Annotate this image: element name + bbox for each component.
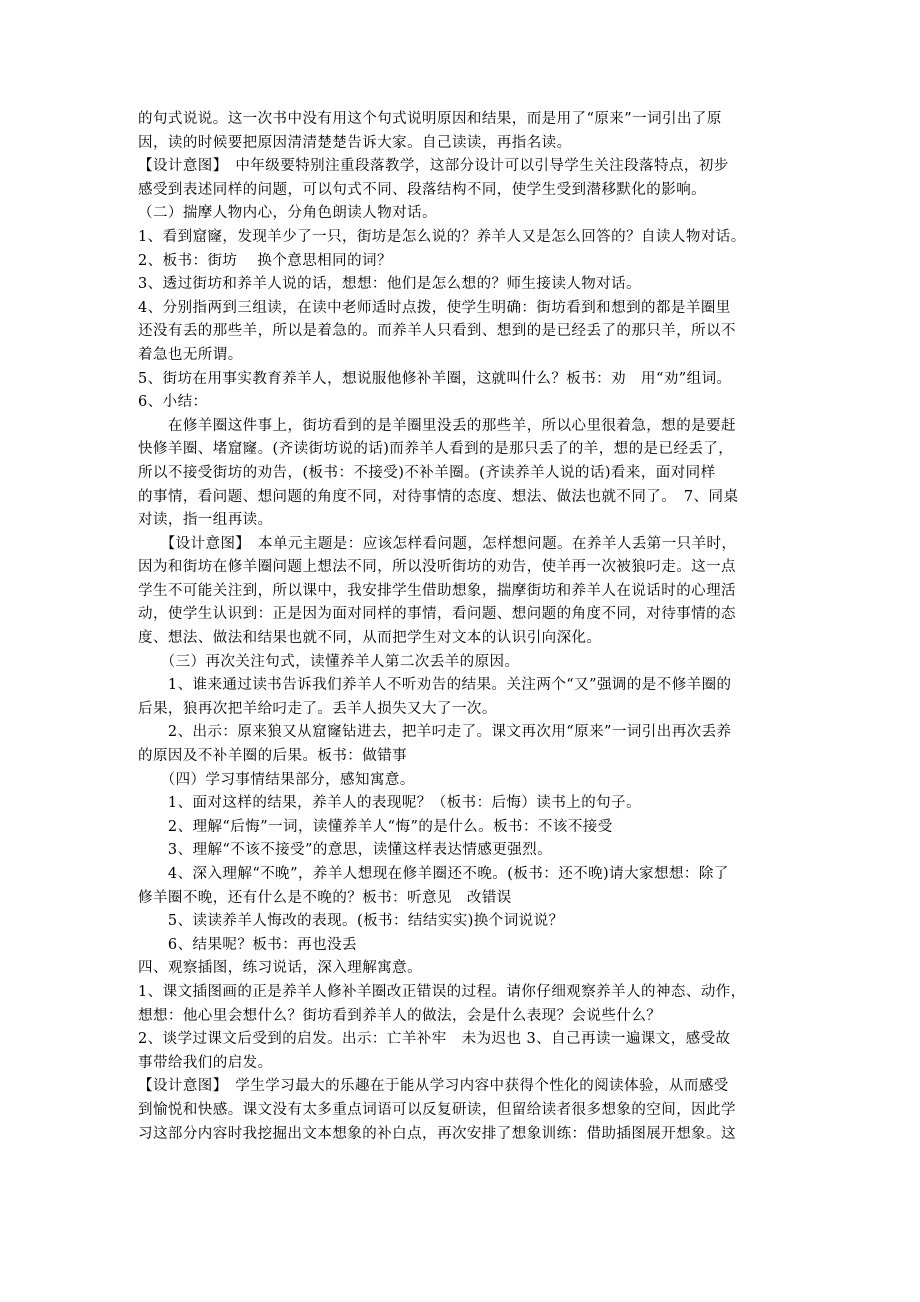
text-line: 着急也无所谓。 <box>138 346 243 363</box>
text-line: 四、观察插图，练习说话，深入理解寓意。 <box>138 960 423 977</box>
text-line: 3、透过街坊和养羊人说的话，想想：他们是怎么想的？师生接读人物对话。 <box>138 276 642 293</box>
text-line: 1、课文插图画的正是养羊人修补羊圈改正错误的过程。请你仔细观察养羊人的神态、动作， <box>138 983 746 1000</box>
text-line: 事带给我们的启发。 <box>138 1054 273 1071</box>
text-line: （四）学习事情结果部分，感知寓意。 <box>138 771 415 788</box>
text-line: 对读，指一组再读。 <box>138 512 273 529</box>
text-line: 5、街坊在用事实教育养羊人，想说服他修补羊圈，这就叫什么？板书：劝 用“劝”组词。 <box>138 370 732 387</box>
text-line: 【设计意图】 本单元主题是：应该怎样看问题，怎样想问题。在养羊人丢第一只羊时， <box>138 535 737 552</box>
text-line: 3、理解“不该不接受”的意思，读懂这样表达情感更强烈。 <box>138 842 553 859</box>
text-line: 还没有丢的那些羊，所以是着急的。而养羊人只看到、想到的是已经丢了的那只羊，所以不 <box>138 323 736 340</box>
text-line: 【设计意图】 学生学习最大的乐趣在于能从学习内容中获得个性化的阅读体验，从而感受 <box>138 1078 729 1095</box>
text-line: 2、出示：原来狼又从窟窿钻进去，把羊叼走了。课文再次用“原来”一词引出再次丢养 <box>138 724 732 741</box>
text-line: 后果，狼再次把羊给叼走了。丢羊人损失又大了一次。 <box>138 700 497 717</box>
text-line: 【设计意图】 中年级要特别注重段落教学，这部分设计可以引导学生关注段落特点，初步 <box>138 158 729 175</box>
text-line: 4、深入理解“不晚”，养羊人想现在修羊圈还不晚。(板书：还不晚)请大家想想：除了 <box>138 866 729 882</box>
text-line: 的原因及不补羊圈的后果。板书：做错事 <box>138 748 408 765</box>
text-line: 1、谁来通过读书告诉我们养羊人不听劝告的结果。关注两个“又”强调的是不修羊圈的 <box>138 677 732 694</box>
text-line: 因为和街坊在修羊圈问题上想法不同，所以没听街坊的劝告，使羊再一次被狼叼走。这一点 <box>138 559 736 576</box>
text-line: 的句式说说。这一次书中没有用这个句式说明原因和结果，而是用了“原来”一词引出了原 <box>138 111 722 127</box>
text-line: （三）再次关注句式，读懂养羊人第二次丢羊的原因。 <box>138 653 520 670</box>
text-line: 修羊圈不晚，还有什么是不晚的？板书：听意见 改错误 <box>138 889 512 906</box>
text-line: 6、结果呢？板书：再也没丢 <box>138 936 357 953</box>
text-line: 2、谈学过课文后受到的启发。出示：亡羊补牢 未为迟也 3、自己再读一遍课文，感受故 <box>138 1031 731 1048</box>
text-line: 5、读读养羊人悔改的表现。(板书：结结实实)换个词说说？ <box>138 913 564 930</box>
document-body <box>138 108 788 1146</box>
text-line: 动，使学生认识到：正是因为面对同样的事情，看问题、想问题的角度不同，对待事情的态 <box>138 606 736 623</box>
text-line: 快修羊圈、堵窟窿。(齐读街坊说的话)而养羊人看到的是那只丢了的羊，想的是已经丢了， <box>138 441 734 458</box>
text-line: 在修羊圈这件事上，街坊看到的是羊圈里没丢的那些羊，所以心里很着急，想的是要赶 <box>138 417 736 434</box>
text-line: 1、看到窟窿，发现羊少了一只，街坊是怎么说的？养羊人又是怎么回答的？自读人物对话。 <box>138 228 746 245</box>
text-line: 1、面对这样的结果，养羊人的表现呢？（板书：后悔）读书上的句子。 <box>138 795 642 812</box>
text-line: 2、板书：街坊 换个意思相同的词？ <box>138 252 392 269</box>
text-line: 到愉悦和快感。课文没有太多重点词语可以反复研读，但留给读者很多想象的空间，因此学 <box>138 1101 736 1118</box>
text-line: 所以不接受街坊的劝告，(板书：不接受)不补羊圈。(齐读养羊人说的话)看来，面对同样 <box>138 464 716 481</box>
text-line: 想想：他心里会想什么？街坊看到养羊人的做法，会是什么表现？会说些什么？ <box>138 1007 662 1024</box>
text-line: 学生不可能关注到，所以课中，我安排学生借助想象，揣摩街坊和养羊人在说话时的心理活 <box>138 582 736 599</box>
text-line: 因，读的时候要把原因清清楚楚告诉大家。自己读读，再指名读。 <box>138 134 572 151</box>
text-line: （二）揣摩人物内心，分角色朗读人物对话。 <box>138 205 437 222</box>
text-line: 感受到表述同样的问题，可以句式不同、段落结构不同，使学生受到潜移默化的影响。 <box>138 181 707 198</box>
text-line: 6、小结： <box>138 394 208 411</box>
text-line: 的事情，看问题、想问题的角度不同，对待事情的态度、想法、做法也就不同了。 7、同桌 <box>138 488 739 505</box>
text-line: 度、想法、做法和结果也就不同，从而把学生对文本的认识引向深化。 <box>138 630 602 647</box>
text-line: 习这部分内容时我挖掘出文本想象的补白点，再次安排了想象训练：借助插图展开想象。这 <box>138 1125 736 1142</box>
text-line: 4、分别指两到三组读，在读中老师适时点拨，使学生明确：街坊看到和想到的都是羊圈里 <box>138 299 731 316</box>
text-line: 2、理解“后悔”一词，读懂养羊人“悔”的是什么。板书：不该不接受 <box>138 818 613 835</box>
